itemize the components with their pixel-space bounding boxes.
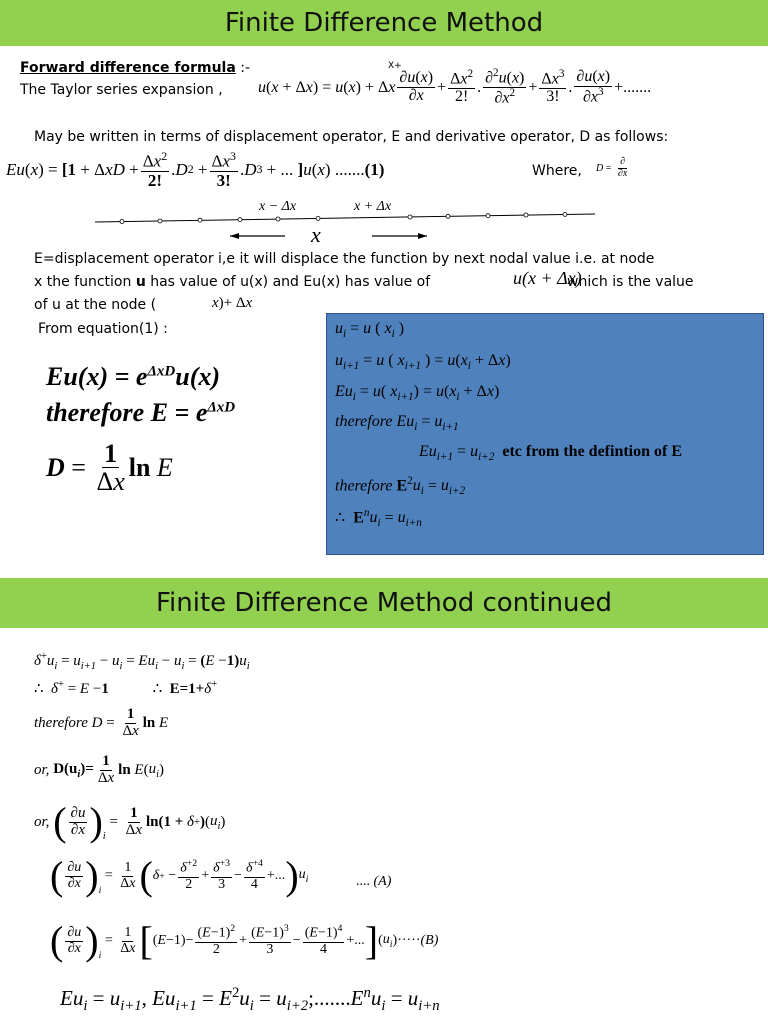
delta-plus-equation: $\delta^+u_i = u_{i+1} - u_i = Eu_i - u_i = (E -1)u_i$ bbox=[34, 651, 250, 672]
final-shift-equation: $Eu_i = u_{i+1}$, $Eu_{i+1} = E^2u_i$ = $u_{i+2};.......E^nu_i = u_{i+n}$ bbox=[60, 985, 440, 1015]
axis-label-left: x − Δx bbox=[259, 199, 297, 214]
para-line-2-end: which is the value bbox=[567, 274, 694, 290]
box-line-2: $u_{i+1} = u$ ( $x_{i+1}$ ) = $u(x_i + \Delta x)$ bbox=[335, 352, 511, 373]
para-line-3: of u at the node ( bbox=[34, 297, 157, 313]
u-x-plus-dx: u(x + Δx) bbox=[513, 268, 582, 288]
para-line-2: x the function u has value of u(x) and Eu(x) has value of bbox=[34, 274, 431, 290]
box-line-4: therefore $Eu_i = u_{i+1}$ bbox=[335, 413, 459, 434]
box-line-5: $Eu_{i+1} = u_{i+2}$ etc from the defintion of E bbox=[419, 443, 683, 464]
x-plus-note: X+ bbox=[388, 61, 402, 71]
box-line-3: $Eu_i = u$( $x_{i+1}) = u(x_i + \Delta x)$ bbox=[335, 383, 500, 404]
slide-2-title: Finite Difference Method continued bbox=[155, 588, 613, 618]
from-equation-label: From equation(1) : bbox=[38, 321, 168, 337]
series-equation-a: ( $\frac{\partial u}{\partial x}$ ) $_i$ = $\frac{1}{\Delta x}$ ( δ + − $\frac{\delta^{+2}}{2}$ + $\frac{\delta^{+3}}{3}$ − $\frac{\delta^{+4}}{4}$ +... ) $u_i$ bbox=[50, 853, 309, 898]
axis-label-right: x + Δx bbox=[354, 199, 392, 214]
box-line-7: ∴ $E^nu_i = u_{i+n}$ bbox=[335, 507, 422, 530]
d-ln-e-equation: therefore D = $\frac{1}{\Delta x}$ ln E bbox=[34, 706, 169, 739]
node-x-plus-dx: x)+ Δx bbox=[212, 295, 253, 311]
delta-plus-relation: ∴ δ+ = E −1 ∴ E=1+δ+ bbox=[34, 679, 218, 697]
slide-title-banner bbox=[0, 0, 768, 46]
where-label: Where, bbox=[532, 163, 582, 179]
equation-1: Eu ( x ) = [1 + Δ xD + $\frac{\Delta x^2}{2!}$ . D 2 + $\frac{\Delta x^3}{3!}$ . D 3 + ... ] u ( x ) ....... (1) bbox=[6, 149, 385, 190]
box-line-6: therefore $E^2u_i = u_{i+2}$ bbox=[335, 475, 466, 498]
e-exponential-equation: therefore $E = e^{\Delta xD}$ bbox=[46, 398, 236, 427]
taylor-intro: The Taylor series expansion , bbox=[20, 82, 223, 98]
d-definition: D = $\frac{\partial}{\partial x}$ bbox=[596, 156, 628, 179]
nodal-axis-diagram bbox=[90, 196, 610, 248]
para-line-1: E=displacement operator i,e it will displace the function by next nodal value i.e. at node bbox=[34, 251, 655, 267]
taylor-series-equation: u ( x + Δ x ) = u ( x ) + Δ x $\frac{\partial u(x)}{\partial x}$ + $\frac{\Delta x^2}{2!}$ . $\frac{\partial^2u(x)}{\partial x^2}$ + $\frac{\Delta x^3}{3!}$ . $\frac{\partial u(x)}{\partial x^3}$ +....... bbox=[258, 67, 652, 107]
d-log-equation: D = $\frac{1}{\Delta x}$ ln E bbox=[46, 439, 173, 497]
equation-a-tag: .... (A) bbox=[356, 874, 392, 889]
partial-u-equation: or, ( $\frac{\partial u}{\partial x}$ ) $_i$ = $\frac{1}{\Delta x}$ ln(1 + δ + ) ( $u_i$ ) bbox=[34, 799, 226, 844]
operator-derivation-box bbox=[326, 313, 764, 555]
eu-exponential-equation: $Eu(x) = e^{\Delta xD}u(x)$ bbox=[46, 362, 221, 391]
operators-intro: May be written in terms of displacement operator, E and derivative operator, D as follows: bbox=[34, 129, 669, 145]
forward-difference-heading: Forward difference formula :- bbox=[20, 60, 251, 76]
box-line-1: $u_i = u$ ( $x_i$ ) bbox=[335, 320, 405, 341]
axis-label-center: x bbox=[311, 222, 321, 247]
d-ui-equation: or, $D(u_i)=$ $\frac{1}{\Delta x}$ ln E ( $u_i$ ) bbox=[34, 753, 165, 786]
slide-2-title-banner bbox=[0, 578, 768, 628]
series-equation-b: ( $\frac{\partial u}{\partial x}$ ) $_i$ = $\frac{1}{\Delta x}$ [ ( E −1)− $\frac{(E-1)^2}{2}$ + $\frac{(E-1)^3}{3}$ − $\frac{(E-1)^4}{4}$ +... ] ( $u_i$ )····· (B) bbox=[50, 918, 439, 963]
slide-title: Finite Difference Method bbox=[224, 8, 544, 38]
